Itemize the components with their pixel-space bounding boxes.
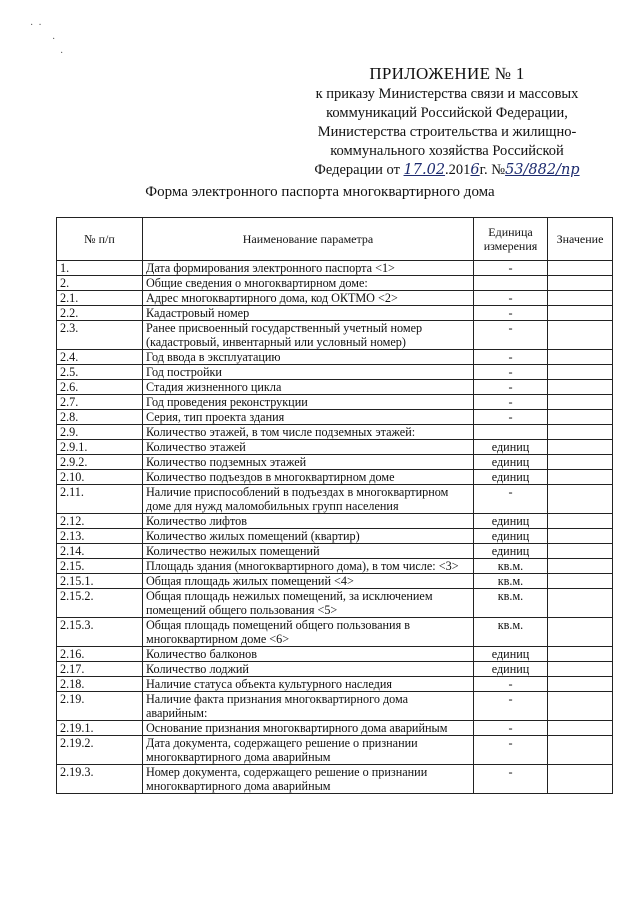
row-parameter-name: Общая площадь жилых помещений <4> xyxy=(143,574,474,589)
row-value xyxy=(548,291,613,306)
row-number: 2.4. xyxy=(57,350,143,365)
row-parameter-name: Дата документа, содержащего решение о признании многоквартирного дома аварийным xyxy=(143,736,474,765)
row-parameter-name: Площадь здания (многоквартирного дома), в том числе: <3> xyxy=(143,559,474,574)
row-unit: - xyxy=(474,485,548,514)
table-row xyxy=(57,350,613,365)
row-parameter-name: Количество лоджий xyxy=(143,662,474,677)
row-parameter-name: Серия, тип проекта здания xyxy=(143,410,474,425)
row-parameter-name: Общая площадь нежилых помещений, за исключением помещений общего пользования <5> xyxy=(143,589,474,618)
row-parameter-name: Номер документа, содержащего решение о признании многоквартирного дома аварийным xyxy=(143,765,474,794)
row-unit: единиц xyxy=(474,455,548,470)
row-unit: кв.м. xyxy=(474,574,548,589)
row-number: 2.19.3. xyxy=(57,765,143,794)
row-parameter-name: Количество этажей, в том числе подземных этажей: xyxy=(143,425,474,440)
table-row xyxy=(57,692,613,721)
scan-specks: · · xyxy=(30,20,42,31)
row-value xyxy=(548,321,613,350)
row-number: 2.19.1. xyxy=(57,721,143,736)
handwritten-number: 53/882/пр xyxy=(505,162,580,178)
row-unit: единиц xyxy=(474,662,548,677)
form-title: Форма электронного паспорта многоквартирного дома xyxy=(145,184,495,200)
header-line: коммуникаций Российской Федерации, xyxy=(326,105,568,121)
date-year-a: .201 xyxy=(445,162,471,178)
row-unit: единиц xyxy=(474,514,548,529)
table-row xyxy=(57,677,613,692)
row-unit: кв.м. xyxy=(474,589,548,618)
row-parameter-name: Ранее присвоенный государственный учетный номер (кадастровый, инвентарный или условный номер) xyxy=(143,321,474,350)
row-number: 2.19. xyxy=(57,692,143,721)
row-number: 2.2. xyxy=(57,306,143,321)
table-header-row xyxy=(57,218,613,261)
appendix-header xyxy=(282,64,612,180)
table-row xyxy=(57,455,613,470)
row-parameter-name: Общие сведения о многоквартирном доме: xyxy=(143,276,474,291)
row-value xyxy=(548,618,613,647)
row-number: 2.15.2. xyxy=(57,589,143,618)
row-value xyxy=(548,692,613,721)
row-value xyxy=(548,544,613,559)
row-value xyxy=(548,261,613,276)
row-unit xyxy=(474,425,548,440)
row-value xyxy=(548,306,613,321)
table-row xyxy=(57,618,613,647)
table-row xyxy=(57,574,613,589)
row-value xyxy=(548,455,613,470)
row-value xyxy=(548,662,613,677)
row-number: 2.14. xyxy=(57,544,143,559)
row-parameter-name: Общая площадь помещений общего пользования в многоквартирном доме <6> xyxy=(143,618,474,647)
row-value xyxy=(548,365,613,380)
table-row xyxy=(57,410,613,425)
row-number: 2.15.1. xyxy=(57,574,143,589)
header-line: к приказу Министерства связи и массовых xyxy=(315,86,579,102)
row-number: 2.5. xyxy=(57,365,143,380)
header-name: Наименование параметра xyxy=(143,218,474,261)
table-row xyxy=(57,736,613,765)
handwritten-year: 6 xyxy=(470,162,480,178)
row-number: 2.8. xyxy=(57,410,143,425)
table-row xyxy=(57,440,613,455)
row-number: 2.18. xyxy=(57,677,143,692)
row-unit: - xyxy=(474,736,548,765)
row-value xyxy=(548,470,613,485)
table-row xyxy=(57,485,613,514)
header-value: Значение xyxy=(548,218,613,261)
row-parameter-name: Дата формирования электронного паспорта <1> xyxy=(143,261,474,276)
row-unit: единиц xyxy=(474,470,548,485)
table-row xyxy=(57,529,613,544)
row-unit: - xyxy=(474,306,548,321)
table-row xyxy=(57,544,613,559)
row-number: 2.19.2. xyxy=(57,736,143,765)
row-unit: - xyxy=(474,350,548,365)
row-parameter-name: Кадастровый номер xyxy=(143,306,474,321)
row-parameter-name: Количество нежилых помещений xyxy=(143,544,474,559)
row-unit: единиц xyxy=(474,440,548,455)
row-number: 1. xyxy=(57,261,143,276)
row-unit: - xyxy=(474,765,548,794)
scan-specks: · xyxy=(52,34,56,45)
table-row xyxy=(57,276,613,291)
row-number: 2.15. xyxy=(57,559,143,574)
row-value xyxy=(548,350,613,365)
date-prefix: Федерации от xyxy=(314,162,404,178)
table-row xyxy=(57,765,613,794)
row-parameter-name: Стадия жизненного цикла xyxy=(143,380,474,395)
row-parameter-name: Наличие статуса объекта культурного наследия xyxy=(143,677,474,692)
row-unit: - xyxy=(474,321,548,350)
row-number: 2.15.3. xyxy=(57,618,143,647)
row-parameter-name: Количество лифтов xyxy=(143,514,474,529)
row-parameter-name: Год ввода в эксплуатацию xyxy=(143,350,474,365)
table-row xyxy=(57,395,613,410)
row-value xyxy=(548,647,613,662)
row-value xyxy=(548,380,613,395)
row-unit: единиц xyxy=(474,544,548,559)
table-row xyxy=(57,721,613,736)
row-number: 2. xyxy=(57,276,143,291)
row-value xyxy=(548,514,613,529)
header-line: Министерства строительства и жилищно- xyxy=(317,124,577,140)
row-unit xyxy=(474,276,548,291)
table-row xyxy=(57,589,613,618)
row-number: 2.17. xyxy=(57,662,143,677)
row-number: 2.10. xyxy=(57,470,143,485)
appendix-title: ПРИЛОЖЕНИЕ № 1 xyxy=(369,64,525,83)
row-number: 2.7. xyxy=(57,395,143,410)
row-value xyxy=(548,765,613,794)
row-unit: - xyxy=(474,721,548,736)
row-number: 2.12. xyxy=(57,514,143,529)
row-unit: - xyxy=(474,410,548,425)
row-value xyxy=(548,589,613,618)
row-number: 2.3. xyxy=(57,321,143,350)
header-unit: Единица измерения xyxy=(474,218,548,261)
table-row xyxy=(57,380,613,395)
row-parameter-name: Количество балконов xyxy=(143,647,474,662)
row-value xyxy=(548,529,613,544)
table-row xyxy=(57,470,613,485)
row-value xyxy=(548,410,613,425)
scan-specks: · xyxy=(60,48,64,59)
row-number: 2.9. xyxy=(57,425,143,440)
table-body xyxy=(57,261,613,794)
row-value xyxy=(548,276,613,291)
table-row xyxy=(57,261,613,276)
handwritten-date: 17.02 xyxy=(403,162,446,178)
row-number: 2.9.1. xyxy=(57,440,143,455)
table-row xyxy=(57,559,613,574)
row-unit: единиц xyxy=(474,529,548,544)
row-value xyxy=(548,395,613,410)
table-row xyxy=(57,514,613,529)
order-date-line xyxy=(282,161,612,180)
row-unit: кв.м. xyxy=(474,618,548,647)
row-number: 2.13. xyxy=(57,529,143,544)
passport-table xyxy=(56,217,613,794)
row-value xyxy=(548,721,613,736)
table-row xyxy=(57,647,613,662)
row-number: 2.9.2. xyxy=(57,455,143,470)
table-row xyxy=(57,291,613,306)
row-value xyxy=(548,485,613,514)
table-row xyxy=(57,662,613,677)
row-unit: - xyxy=(474,261,548,276)
row-parameter-name: Наличие факта признания многоквартирного дома аварийным: xyxy=(143,692,474,721)
table-row xyxy=(57,365,613,380)
row-parameter-name: Количество подземных этажей xyxy=(143,455,474,470)
row-value xyxy=(548,559,613,574)
row-parameter-name: Наличие приспособлений в подъездах в многоквартирном доме для нужд маломобильных групп населения xyxy=(143,485,474,514)
row-parameter-name: Год проведения реконструкции xyxy=(143,395,474,410)
header-num: № п/п xyxy=(57,218,143,261)
row-number: 2.6. xyxy=(57,380,143,395)
row-number: 2.16. xyxy=(57,647,143,662)
row-parameter-name: Основание признания многоквартирного дома аварийным xyxy=(143,721,474,736)
row-unit: единиц xyxy=(474,647,548,662)
row-unit: - xyxy=(474,380,548,395)
row-parameter-name: Количество подъездов в многоквартирном доме xyxy=(143,470,474,485)
table-row xyxy=(57,306,613,321)
row-value xyxy=(548,736,613,765)
row-unit: - xyxy=(474,677,548,692)
row-parameter-name: Количество этажей xyxy=(143,440,474,455)
row-unit: - xyxy=(474,692,548,721)
header-line: коммунального хозяйства Российской xyxy=(330,143,564,159)
row-value xyxy=(548,677,613,692)
date-year-b: г. № xyxy=(479,162,506,178)
table-row xyxy=(57,425,613,440)
row-parameter-name: Количество жилых помещений (квартир) xyxy=(143,529,474,544)
row-value xyxy=(548,425,613,440)
row-unit: - xyxy=(474,291,548,306)
row-parameter-name: Год постройки xyxy=(143,365,474,380)
table-row xyxy=(57,321,613,350)
row-parameter-name: Адрес многоквартирного дома, код ОКТМО <2> xyxy=(143,291,474,306)
row-unit: - xyxy=(474,395,548,410)
row-value xyxy=(548,574,613,589)
row-value xyxy=(548,440,613,455)
row-number: 2.11. xyxy=(57,485,143,514)
row-unit: кв.м. xyxy=(474,559,548,574)
row-number: 2.1. xyxy=(57,291,143,306)
row-unit: - xyxy=(474,365,548,380)
